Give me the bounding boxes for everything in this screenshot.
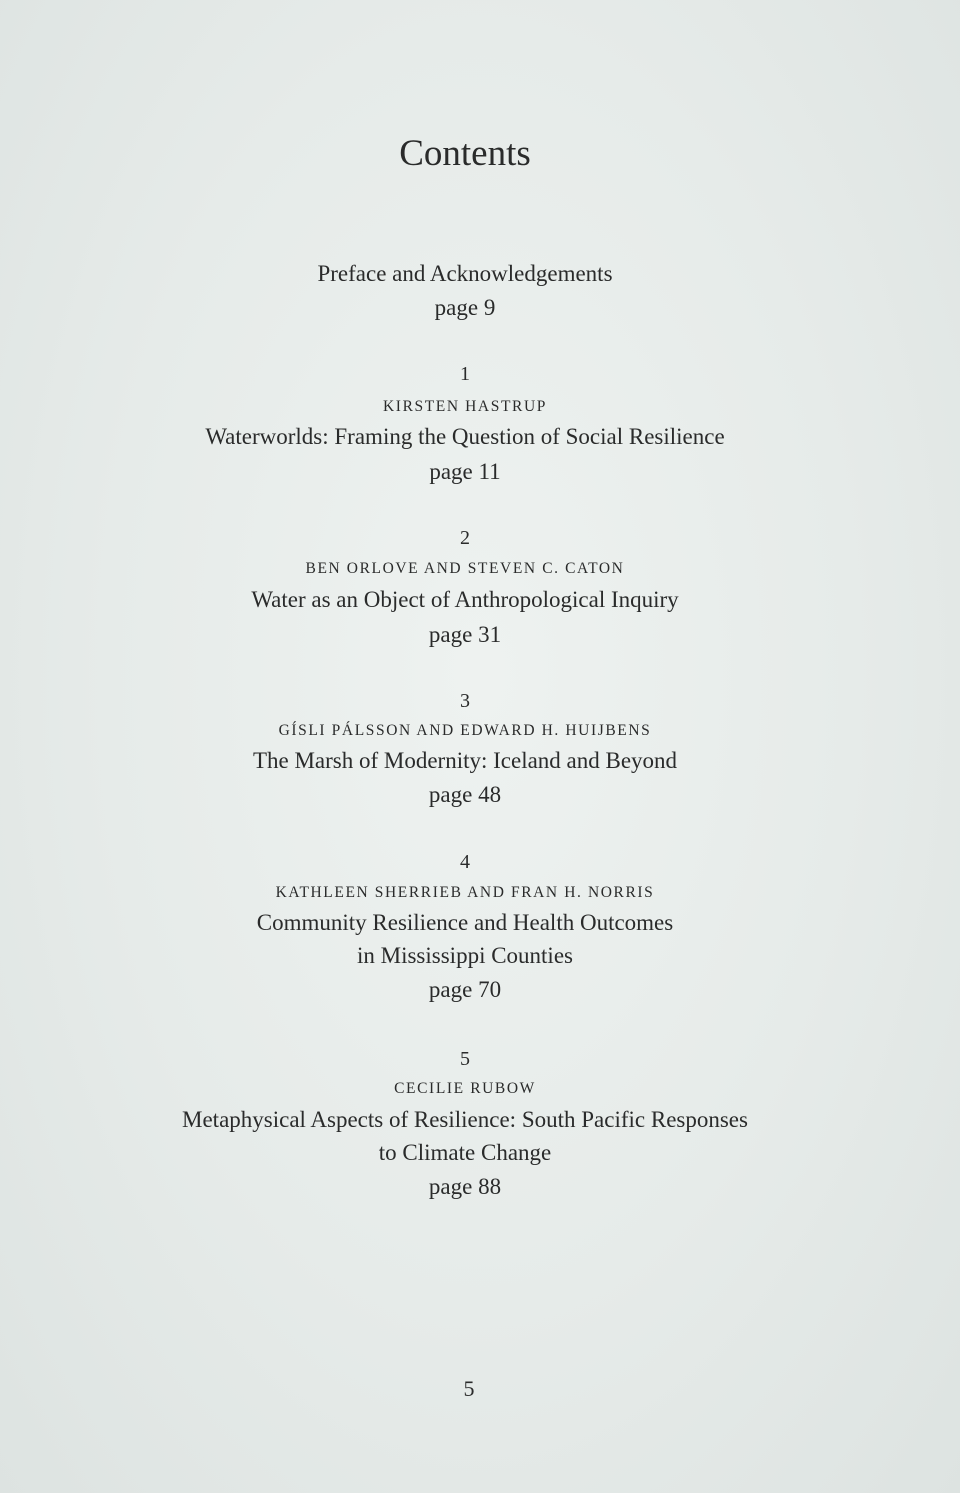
chapter-1-number: 1 <box>460 363 470 385</box>
preface-title: Preface and Acknowledgements <box>317 261 613 286</box>
page-title: Contents <box>399 133 531 174</box>
chapter-4-title-line-1: Community Resilience and Health Outcomes <box>256 910 674 935</box>
chapter-3-title: The Marsh of Modernity: Iceland and Beyond <box>252 748 678 773</box>
chapter-1-page: page 11 <box>429 459 501 484</box>
chapter-4-page: page 70 <box>428 977 502 1002</box>
chapter-5-page: page 88 <box>428 1174 502 1199</box>
page-number: 5 <box>463 1376 475 1401</box>
chapter-3-page: page 48 <box>428 782 502 807</box>
chapter-2-page: page 31 <box>428 622 502 647</box>
chapter-4-number: 4 <box>460 851 470 873</box>
chapter-4-title-line-2: in Mississippi Counties <box>357 943 573 968</box>
chapter-3-authors: GÍSLI PÁLSSON AND EDWARD H. HUIJBENS <box>278 722 652 739</box>
chapter-5-title-line-1: Metaphysical Aspects of Resilience: South Pacific Responses <box>182 1107 748 1132</box>
chapter-5-number: 5 <box>460 1048 470 1070</box>
preface-page: page 9 <box>434 295 496 320</box>
chapter-1-authors: KIRSTEN HASTRUP <box>383 398 547 415</box>
chapter-2-authors: BEN ORLOVE AND STEVEN C. CATON <box>305 560 625 577</box>
chapter-4-authors: KATHLEEN SHERRIEB AND FRAN H. NORRIS <box>275 884 655 901</box>
chapter-1-title: Waterworlds: Framing the Question of Social Resilience <box>205 424 725 449</box>
chapter-2-title: Water as an Object of Anthropological Inquiry <box>251 587 679 612</box>
chapter-5-title-line-2: to Climate Change <box>378 1140 552 1165</box>
chapter-2-number: 2 <box>460 527 470 549</box>
chapter-3-number: 3 <box>460 690 470 712</box>
chapter-5-authors: CECILIE RUBOW <box>394 1080 536 1097</box>
